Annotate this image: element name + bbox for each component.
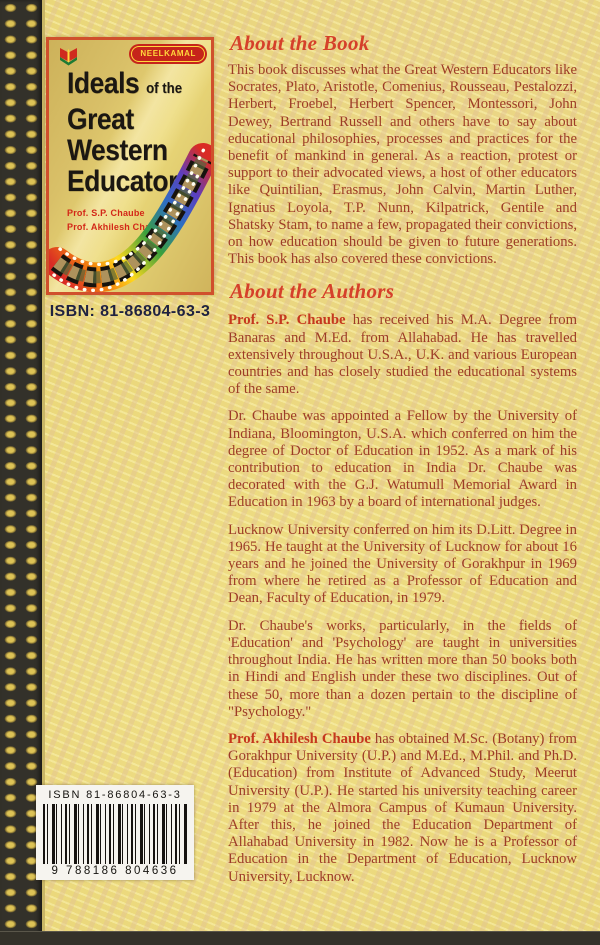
about-book-heading: About the Book xyxy=(230,31,370,55)
authors-paragraph-2: Dr. Chaube was appointed a Fellow by the University of Indiana, Bloomington, U.S.A. which conferred on him the degree of Doctor of Education in 1952. As a mark of his contribution to education in India Dr. Chaube was decorated with the G.J. Watumull Memorial Award in Education in 1963 by a board of international judges. xyxy=(228,408,577,511)
about-authors-heading: About the Authors xyxy=(230,279,395,304)
barcode-bars xyxy=(43,804,187,864)
cover-author-2: Prof. Akhilesh Chaube xyxy=(67,222,167,232)
book-bottom-edge xyxy=(0,931,600,945)
cover-title xyxy=(67,68,192,197)
about-book-paragraph: This book discusses what the Great Western Educators like Socrates, Plato, Aristotle, Comenius, Rousseau, Pestalozzi, Herbert, Froebel, Herbert Spencer, Montessori, John Dewey, Bertrand Russell and others have to say about educational philosophies, processes and practices for the benefit of mankind in general. As a reaction, protest or support to their advocated views, a host of other educators like Quintilian, Erasmus, John Calvin, Martin Luther, Ignatius Loyola, T.P. Nunn, Kilpatrick, Gentile and Shatsky Stam, to name a few, propagated their convictions, on how education should be given to future generations. This book has also covered these convictions. xyxy=(228,62,577,268)
authors-paragraph-1: Prof. S.P. Chaube has received his M.A. Degree from Banaras and M.Ed. from Allahabad. He has travelled extensively throughout U.S.A., U.K. and various European countries and has closely studied the educational systems of the same. xyxy=(228,312,577,398)
barcode-ean-digits: 9 788186 804636 xyxy=(51,865,179,877)
publisher-badge: NEELKAMAL xyxy=(131,46,205,62)
cover-title-line3: Western xyxy=(67,134,168,167)
author-name-lead: Prof. S.P. Chaube xyxy=(228,312,346,329)
barcode xyxy=(36,785,194,880)
cover-author-names xyxy=(67,206,167,234)
back-cover-text xyxy=(228,30,577,896)
cover-title-line4: Educators xyxy=(67,165,193,198)
cover-title-line2: Great xyxy=(67,103,134,136)
cover-author-1: Prof. S.P. Chaube xyxy=(67,208,145,218)
authors-paragraph-5: Prof. Akhilesh Chaube has obtained M.Sc. (Botany) from Gorakhpur University (U.P.) and M.Ed., M.Phil. and Ph.D. (Education) from Institute of Advanced Study, Meerut University (U.P.). He started his university teaching career in 1979 at the Almora Campus of Kumaun University. After this, he joined the Education Department of Allahabad University in 1982. Now he is a Professor of Education in the Department of Education, Lucknow University, Lucknow. xyxy=(228,730,577,885)
front-cover-thumbnail xyxy=(46,37,214,295)
author-name-lead: Prof. Akhilesh Chaube xyxy=(228,730,371,747)
isbn-label: ISBN: 81-86804-63-3 xyxy=(49,303,211,320)
authors-paragraph-4: Dr. Chaube's works, particularly, in the fields of 'Education' and 'Psychology' are taught in universities throughout India. He has written more than 50 books both in Hindi and English under these two disciplines. Out of these 50, more than a dozen pertain to the discipline of "Psychology." xyxy=(228,617,577,720)
barcode-isbn-text: ISBN 81-86804-63-3 xyxy=(48,789,182,801)
cover-title-line1: Ideals of the xyxy=(67,67,183,100)
authors-paragraph-3: Lucknow University conferred on him its D.Litt. Degree in 1965. He taught at the University of Lucknow for about 16 years and he joined the University of Gorakhpur in 1969 from where he retired as a Professor of Education and Dean, Faculty of Education, in 1979. xyxy=(228,521,577,607)
